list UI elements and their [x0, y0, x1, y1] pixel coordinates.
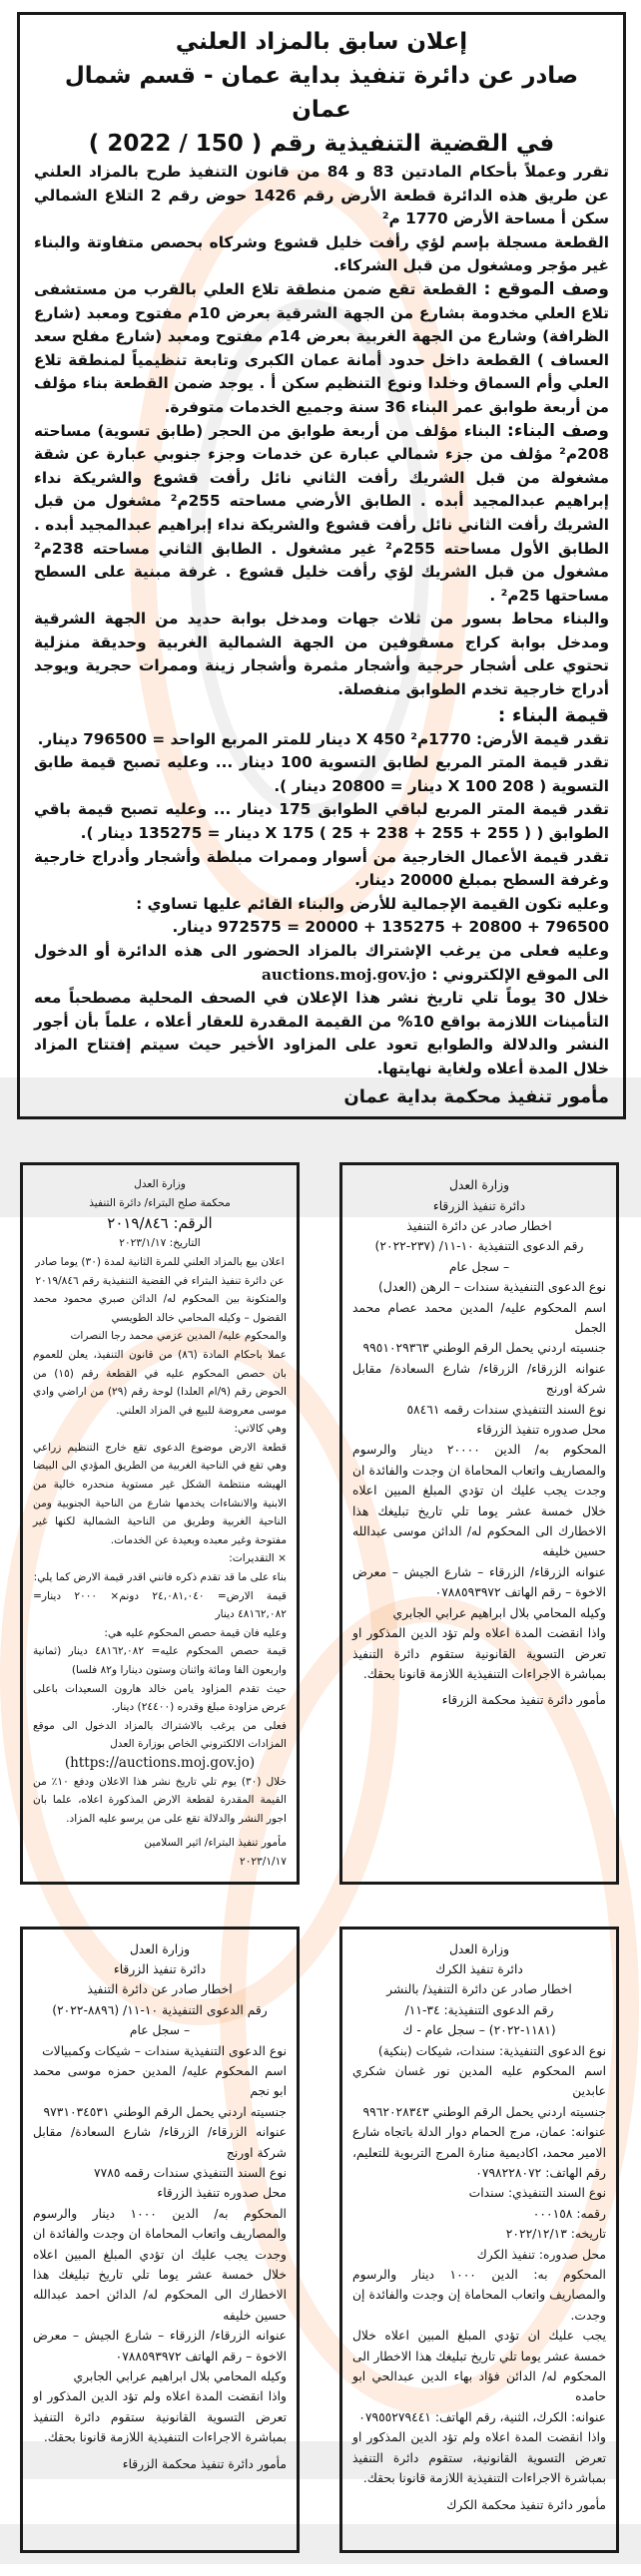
- creditor-address: عنوانه الزرقاء/ الزرقاء – شارع الجيش – معرض الاخوة – رقم الهاتف ٠٧٨٨٥٩٣٩٧٢: [352, 1564, 606, 1600]
- case-type: نوع الدعوى التنفيذية سندات – الرهن (العدل): [378, 1280, 606, 1295]
- location-label: وصف الموقع :: [483, 278, 609, 299]
- total-intro: وعليه تكون القيمة الإجمالية للأرض والبناء القائم عليها تساوي :: [136, 894, 609, 913]
- signature: مأمور دائرة تنفيذ محكمة الزرقاء: [122, 2456, 287, 2471]
- lawyer: وكيله المحامي بلال ابراهيم عرابي الجابري: [73, 2369, 287, 2384]
- land-description: قطعة الارض موضوع الدعوى تقع خارج التنظيم زراعي وهي تقع في الناحية الغربية من الطريق المؤدي الى البيضا الهيشه منتظمة الشكل غير مستوية منحدره خالية من الابنية والانشاءات يخدمها شارع من الناحية الجنوبية ومن الناحية الغربية وطريق من الناحية الشمالية لكنها غير مفتوحة وغير معبده وبعيدة عن الخدمات.: [33, 1441, 287, 1546]
- judgment: المحكوم به: الدين ١٠٠٠ دينار والرسوم والمصاريف واتعاب المحاماة إن وجدت والفائدة إن وجدت.: [352, 2268, 606, 2323]
- notice-type: اخطار صادر عن دائرة التنفيذ/ بالنشر: [386, 1982, 572, 1997]
- nationality: جنسيته اردني يحمل الرقم الوطني ٩٩٦٢٠٢٨٣٤٣: [362, 2104, 606, 2119]
- terms-text: خلال 30 يوماً تلي تاريخ نشر هذا الإعلان في الصحف المحلية مصطحباً معه التأمينات اللازمة بواقع 10% من القيمة المقدرة للعقار أعلاه ، علماً بأن أجور النشر والدلالة والطوابع تعود على المزاود الأخير حيث سيتم إفتتاح المزاد خلال المدة أعلاه ولغاية نهايتها.: [34, 989, 610, 1077]
- debtor: اسم المحكوم عليه/ المدين محمد عصام محمد الجمل: [352, 1300, 606, 1335]
- warning: واذا انقضت المدة اعلاه ولم تؤد الدين المذكور او تعرض التسوية القانونية ستقوم دائرة التنفيذ بمباشرة الاجراءات التنفيذية اللازمة قانونا بحقك.: [33, 2389, 287, 2445]
- case-number: رقم الدعوى التنفيذية ١٠-١١/ (٢٣٧-٢٠٢٢): [374, 1239, 584, 1254]
- notice-issuer: صادر عن دائرة تنفيذ بداية عمان - قسم شمال عمان: [64, 63, 579, 123]
- participation-text: [34, 940, 609, 987]
- value-basement: تقدر قيمة المتر المربع لطابق التسوية 100 دينار ... وعليه تصبح قيمة طابق التسوية ( 208 X 100 دينار = 20800 دينار ).: [34, 753, 609, 795]
- court: محكمة صلح البتراء/ دائرة التنفيذ: [89, 1196, 231, 1209]
- address: عنوانه: عمان، مرج الحمام دوار الدلة باتجاه شارع الامير محمد، اكاديمية منارة المرج التربوية للتعليم، رقم الهاتف: ٠٧٩٨٢٢٨٠٧٢: [352, 2125, 606, 2180]
- value-land: تقدر قيمة الأرض: 1770م² X 450 دينار للمتر المربع الواحد = 796500 دينار.: [37, 729, 609, 748]
- ownership-text: القطعة مسجلة بإسم لؤي رأفت خليل قشوع وشركاه بحصص متفاوتة والبناء غير مؤجر ومشغول من قبل الشركاء.: [34, 232, 609, 275]
- address: عنوانه الزرقاء/ الزرقاء/ شارع السعادة/ مقابل شركة اورنج: [352, 1361, 606, 1397]
- notice-title: إعلان سابق بالمزاد العلني: [175, 29, 468, 55]
- main-auction-notice: [17, 12, 626, 1119]
- nationality: جنسيته اردني يحمل الرقم الوطني ٩٩٥١٠٢٩٣٦٣: [362, 1341, 606, 1356]
- instrument: نوع السند التنفيذي سندات رقمه ٧٧٨٥: [94, 2166, 287, 2180]
- karak-notice: [339, 1927, 619, 2553]
- building-text: البناء مؤلف من أربعة طوابق من الحجر (طابق تسوية) مساحته 208م² مؤلف من جزء شمالي عبارة عن خدمات وجزء جنوبي عبارة عن شقة مشغولة من قبل الشريك رأفت الثاني نائل رأفت قشوع والشريكة نداء إبراهيم عبدالمجيد أبده . الطابق الأرضي مساحته 255م² مشغول من قبل الشريك رأفت الثاني نائل رأفت قشوع والشريكة نداء إبراهيم عبدالمجيد أبده . الطابق الأول مساحته 255م² غير مشغول . الطابق الثاني مساحته 238م² مشغول من قبل الشريك لؤي رأفت خليل قشوع . غرفة مبنية على السطح مساحتها 25م² .: [34, 421, 609, 605]
- department: دائرة تنفيذ الزرقاء: [432, 1198, 526, 1213]
- ministry: وزارة العدل: [134, 1178, 186, 1191]
- building-extra: والبناء محاط بسور من ثلاث جهات ومدخل بوابة حديد من الجهة الشرقية ومدخل بوابة كراج مسقوفين من الجهة الشمالية الغربية وحديقة منزلية تحتوي على أشجار حرجية وأشجار مثمرة وأشجار زينة وممرات حجرية ويوجد أدراج خارجية تخدم الطوابق منفصلة.: [34, 610, 609, 699]
- building-label: وصف البناء:: [507, 420, 609, 441]
- ministry: وزارة العدل: [448, 1178, 510, 1193]
- judgment: المحكوم به/ الدين ٢٠٠٠٠ دينار والرسوم والمصاريف واتعاب المحاماة ان وجدت والفائدة ان وجدت يجب عليك ان تؤدي المبلغ المبين اعلاه خلال خمسة عشر يوما تلي تاريخ تبليغك هذا الاخطارك الى المحكوم له/ الدائن موسى عبدالله حسين خليفه: [352, 1443, 606, 1559]
- creditor-address: عنوانه الزرقاء/ الزرقاء – شارع الجيش – معرض الاخوة – رقم الهاتف ٠٧٨٨٥٩٣٩٧٢: [33, 2329, 287, 2363]
- zarqa-notice-1: [339, 1162, 619, 1884]
- estimates-label: × التقديرات:: [229, 1552, 287, 1565]
- register: – سجل عام: [448, 1259, 510, 1274]
- participation: فعلى من يرغب بالاشتراك بالمزاد الدخول الى موقع المزادات الالكتروني الخاص بوزارة العدل: [33, 1719, 287, 1751]
- issued-at: محل صدوره تنفيذ الزرقاء: [157, 2186, 287, 2201]
- total-sum: 796500 + 20800 + 135275 + 20000 = 972575 دينار.: [172, 918, 609, 937]
- website-link[interactable]: auctions.moj.gov.jo: [262, 965, 427, 984]
- judgment: المحكوم به/ الدين ١٠٠٠ دينار والرسوم والمصاريف واتعاب المحاماة ان وجدت والفائدة ان وجدت يجب عليك ان تؤدي المبلغ المبين اعلاه خلال خمسة عشر يوما تلي تاريخ تبليغك هذا الاخطارك الى المحكوم له/ الدائن احمد عبدالله حسين خليفه: [33, 2206, 287, 2323]
- signature-date: ٢٠٢٣/١/١٧: [240, 1855, 287, 1868]
- notice-type: اخطار صادر عن دائرة التنفيذ: [406, 1218, 552, 1233]
- notice-type: اخطار صادر عن دائرة التنفيذ: [87, 1982, 233, 1997]
- case-number: رقم الدعوى التنفيذية: ٣٤-١١/: [404, 2002, 554, 2017]
- register: (١١٨١-٢٠٢٢) – سجل عام - ك: [402, 2023, 556, 2038]
- estimates-intro: بناء على ما قد تقدم ذكره فانني اقدر قيمة الارض كما يلي:: [33, 1571, 287, 1584]
- warning: واذا انقضت المدة اعلاه ولم تؤد الدين المذكور او تعرض التسوية القانونية ستقوم دائرة التنفيذ بمباشرة الاجراءات التنفيذية اللازمة قانونا بحقك.: [352, 1626, 606, 1681]
- issued-at: محل صدوره: تنفيذ الكرك: [476, 2247, 606, 2262]
- land-value: قيمة الارض= ٢٤,٠٨١,٠٤٠ دونم× ٢٠٠٠ دينار= ٤٨١٦٢,٠٨٢ دينار: [33, 1589, 287, 1621]
- debtor: اسم المحكوم عليه/ المدين حمزه موسى محمد ابو نجم: [33, 2063, 287, 2099]
- signature: مأمور دائرة تنفيذ محكمة الكرك: [446, 2497, 606, 2512]
- debtor: والمحكوم عليه/ المدين عزمي محمد رجا النصرات: [70, 1330, 287, 1343]
- intro-text: تقرر وعملاً بأحكام المادتين 83 و 84 من قانون التنفيذ طرح بالمزاد العلني عن طريق هذه الدائرة قطعة الأرض رقم 1426 حوض رقم 2 التلاع الشمالي سكن أ مساحة الأرض 1770 م²: [34, 163, 609, 228]
- warning: واذا انقضت المدة اعلاه ولم تؤد الدين المذكور او تعرض التسوية القانونية، ستقوم دائرة التنفيذ بمباشرة الاجراءات التنفيذية اللازمة قانونا بحقك.: [352, 2430, 606, 2486]
- as-follows: وهي كالاتي:: [234, 1423, 287, 1436]
- signature: مأمور دائرة تنفيذ محكمة الزرقاء: [441, 1693, 606, 1708]
- terms: خلال (٣٠) يوم تلي تاريخ نشر هذا الاعلان ودفع ١٠٪ من القيمة المقدرة لقطعة الارض المذكورة اعلاه، علما بان اجور النشر والدلالة تقع على من يرسو عليه المزاد.: [33, 1775, 288, 1825]
- petra-auction-notice: [20, 1162, 300, 1884]
- register: – سجل عام: [129, 2023, 191, 2038]
- case-number: الرقم: ٢٠١٩/٨٤٦: [107, 1214, 213, 1233]
- ministry: وزارة العدل: [129, 1941, 191, 1956]
- case-number: رقم الدعوى التنفيذية ١٠-١١/ (٨٨٩٦-٢٠٢٢): [52, 2002, 268, 2017]
- value-heading: قيمة البناء :: [497, 703, 609, 726]
- case-type: نوع الدعوى التنفيذية سندات – شيكات وكمبيالات: [42, 2043, 287, 2058]
- instrument: نوع السند التنفيذي: سندات: [468, 2186, 606, 2201]
- department: دائرة تنفيذ الكرك: [435, 1961, 523, 1976]
- lawyer: وكيله المحامي بلال ابراهيم عرابي الجابري: [392, 1605, 606, 1620]
- location-text: القطعة تقع ضمن منطقة تلاع العلي بالقرب من مستشفى تلاع العلي مخدومة بشارع من الجهة الشرقية بعرض 10م مفتوح ومعبد (شارع الظرافة) وشارع من الجهة الغربية بعرض 14م مفتوح ومعبد (شارع مفلح سعد العساف ) القطعة داخل حدود أمانة عمان الكبرى وتابعة تنظيمياً لمنطقة تلاع العلي وأم السماق وخلدا ونوع التنظيم سكن أ . يوجد ضمن القطعة بناء مؤلف من أربعة طوابق عمر البناء 36 سنة وجميع الخدمات متوفرة.: [34, 279, 610, 416]
- notice-date: التاريخ: ٢٠٢٣/١/١٧: [119, 1237, 201, 1250]
- instrument-date: تاريخه: ٢٠٢٢/١٢/١٣: [505, 2227, 606, 2242]
- shares-value: قيمة حصص المحكوم عليه= ٤٨١٦٢,٠٨٢ دينار (ثمانية واربعون الفا ومائة واثنان وستون دينارا و٨٢ فلسا): [33, 1645, 287, 1676]
- location-description: [34, 278, 609, 420]
- case-type: نوع الدعوى التنفيذية: سندات، شيكات (بنكية): [377, 2043, 606, 2058]
- issued-at: محل صدوره تنفيذ الزرقاء: [476, 1423, 606, 1438]
- signature: مأمور تنفيذ محكمة بداية عمان: [343, 1085, 609, 1107]
- address: عنوانه الزرقاء/ الزرقاء/ شارع السعادة/ مقابل شركة اورنج: [33, 2125, 287, 2160]
- value-floors: تقدر قيمة المتر المربع لباقي الطوابق 175 دينار ... وعليه تصبح قيمة باقي الطوابق ( ( 255 + 255 + 238 + 25 ) X 175 دينار = 135275 دينار ).: [34, 800, 609, 843]
- instrument-number: رقمه: ٠٠٠١٥٨: [532, 2206, 606, 2221]
- value-external: تقدر قيمة الأعمال الخارجية من أسوار وممرات مبلطة وأشجار وأدراج خارجية وغرفة السطح بمبلغ 20000 دينار.: [34, 847, 609, 890]
- website-link[interactable]: (https://auctions.moj.gov.jo): [64, 1754, 256, 1771]
- demand: يجب عليك ان تؤدي المبلغ المبين اعلاه خلال خمسة عشر يوما تلي تاريخ تبليغك هذا الاخطار الى المحكوم له/ الدائن فؤاد بهاء الدين عبدالحي ابو حامده: [352, 2329, 606, 2404]
- ministry: وزارة العدل: [448, 1941, 510, 1956]
- legal-basis: عملا باحكام المادة (٨٦) من قانون التنفيذ، يعلن للعموم بان حصص المحكوم عليه في القطعة رقم (١٥) من الحوض رقم (٩/ام العلدا) لوحة رقم (٢٩) من اراضي وادي موسى معروضة للبيع في المزاد العلني.: [33, 1348, 288, 1417]
- debtor: اسم المحكوم عليه المدين نور غسان شكري عابدين: [352, 2063, 606, 2099]
- nationality: جنسيته اردني يحمل الرقم الوطني ٩٧٣١٠٣٤٥٣١: [43, 2104, 287, 2119]
- creditor: والمتكونة بين المحكوم له/ الدائن صبري محمود محمد القضول – وكيله المحامي خالد الطويسي: [33, 1293, 287, 1324]
- building-description: [34, 420, 609, 609]
- shares-intro: وعليه فان قيمة حصص المحكوم عليه هي:: [104, 1626, 287, 1639]
- zarqa-notice-2: [20, 1927, 300, 2553]
- participation-label: وعليه فعلى من يرغب الإشتراك بالمزاد الحضور الى هذه الدائرة أو الدخول الى الموقع الإلكتروني :: [34, 942, 609, 984]
- department: دائرة تنفيذ الزرقاء: [113, 1961, 207, 1976]
- creditor-address: عنوانه: الكرك، الثنية، رقم الهاتف: ٠٧٩٥٥٢٧٩٤٤١: [358, 2409, 606, 2424]
- highest-bid: حيث تقدم المزاود يامن خالد هارون السعيدات باعلى عرض مزاودة مبلغ وقدره (٢٤٤٠٠) دينار.: [33, 1682, 287, 1714]
- notices-grid: [20, 1162, 619, 2552]
- signature: مأمور تنفيذ البتراء/ اثير السلامين: [144, 1837, 287, 1850]
- case-number: في القضية التنفيذية رقم ( 150 / 2022 ): [88, 131, 555, 157]
- announcement: اعلان بيع بالمزاد العلني للمرة الثانية لمدة (٣٠) يوما صادر عن دائرة تنفيذ البتراء في القضية التنفيذية رقم ٢٠١٩/٨٤٦: [35, 1255, 285, 1287]
- instrument: نوع السند التنفيذي سندات رقمه ٥٨٤٦١: [406, 1402, 606, 1417]
